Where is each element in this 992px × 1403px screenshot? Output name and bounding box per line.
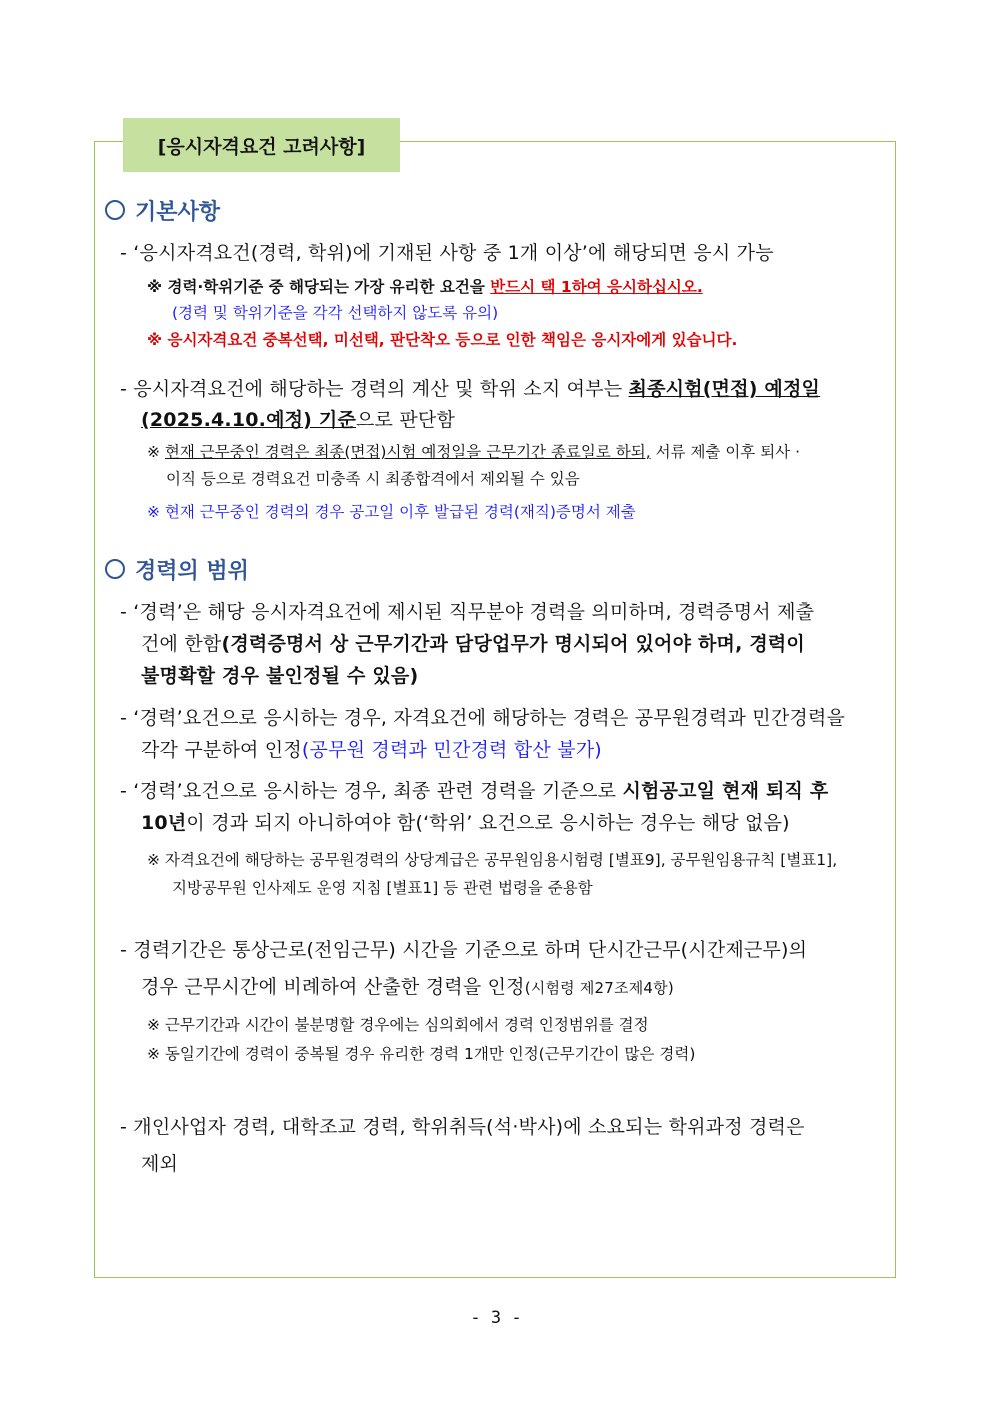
- bullet-line-cont: 경우 근무시간에 비례하여 산출한 경력을 인정(시험령 제27조제4항): [141, 976, 674, 998]
- note-line: ※ 자격요건에 해당하는 공무원경력의 상당계급은 공무원임용시험령 [별표9], 공무원임용규칙 [별표1],: [147, 851, 838, 869]
- emphasis-text: 시험공고일 현재 퇴직 후: [622, 780, 829, 802]
- warning-note: ※ 응시자격요건 중복선택, 미선택, 판단착오 등으로 인한 책임은 응시자에게 있습니다.: [147, 331, 738, 349]
- underlined-text: 현재 근무중인 경력은 최종(면접)시험 예정일을 근무기간 종료일로 하되,: [164, 443, 651, 461]
- emphasis-text: (공무원 경력과 민간경력 합산 불가): [301, 739, 602, 761]
- heading-text: 기본사항: [135, 200, 221, 225]
- note-line: ※ 현재 근무중인 경력은 최종(면접)시험 예정일을 근무기간 종료일로 하되, 서류 제출 이후 퇴사 ·: [147, 443, 801, 461]
- circle-bullet-icon: [105, 559, 125, 579]
- bullet-line: - ‘경력’요건으로 응시하는 경우, 자격요건에 해당하는 경력은 공무원경력과 민간경력을: [120, 707, 846, 729]
- heading-text: 경력의 범위: [135, 559, 249, 584]
- bullet-line: - ‘경력’은 해당 응시자격요건에 제시된 직무분야 경력을 의미하며, 경력증명서 제출: [120, 601, 815, 623]
- bullet-line-cont: 각각 구분하여 인정(공무원 경력과 민간경력 합산 불가): [141, 739, 602, 761]
- note-line: ※ 근무기간과 시간이 불분명할 경우에는 심의회에서 경력 인정범위를 결정: [147, 1016, 649, 1034]
- reference-text: (시험령 제27조제4항): [524, 979, 674, 997]
- bullet-line: - 개인사업자 경력, 대학조교 경력, 학위취득(석·박사)에 소요되는 학위과정 경력은: [120, 1116, 805, 1138]
- emphasis-text: 반드시 택 1하여 응시하십시오.: [490, 278, 703, 296]
- emphasis-text: 최종시험(면접) 예정일: [628, 378, 821, 400]
- note-line: (경력 및 학위기준을 각각 선택하지 않도록 유의): [172, 304, 499, 322]
- bullet-line: - ‘경력’요건으로 응시하는 경우, 최종 관련 경력을 기준으로 시험공고일 현재 퇴직 후: [120, 780, 829, 802]
- bullet-line: - 응시자격요건에 해당하는 경력의 계산 및 학위 소지 여부는 최종시험(면접) 예정일: [120, 378, 821, 400]
- heading-career-scope: [105, 554, 249, 585]
- note-line: ※ 경력·학위기준 중 해당되는 가장 유리한 요건을 반드시 택 1하여 응시하십시오.: [147, 278, 703, 296]
- bullet-line: - ‘응시자격요건(경력, 학위)에 기재된 사항 중 1개 이상’에 해당되면 응시 가능: [120, 242, 774, 264]
- note-line: 지방공무원 인사제도 운영 지침 [별표1] 등 관련 법령을 준용함: [172, 879, 593, 897]
- bullet-line-cont: 10년이 경과 되지 아니하여야 함(‘학위’ 요건으로 응시하는 경우는 해당 없음): [141, 812, 790, 834]
- note-line: 이직 등으로 경력요건 미충족 시 최종합격에서 제외될 수 있음: [166, 470, 580, 488]
- note-line: ※ 동일기간에 경력이 중복될 경우 유리한 경력 1개만 인정(근무기간이 많은 경력): [147, 1045, 696, 1063]
- emphasis-text: 10년: [141, 812, 187, 834]
- emphasis-text: (경력증명서 상 근무기간과 담당업무가 명시되어 있어야 하며, 경력이: [221, 633, 805, 655]
- heading-basics: [105, 195, 220, 226]
- emphasis-text: (2025.4.10.예정) 기준: [141, 409, 356, 431]
- bullet-line-cont: 건에 한함(경력증명서 상 근무기간과 담당업무가 명시되어 있어야 하며, 경력이: [141, 633, 805, 655]
- page-number: - 3 -: [470, 1308, 522, 1328]
- circle-bullet-icon: [105, 200, 125, 220]
- section-tag: [응시자격요건 고려사항]: [123, 118, 400, 172]
- note-line: ※ 현재 근무중인 경력의 경우 공고일 이후 발급된 경력(재직)증명서 제출: [147, 503, 636, 521]
- bullet-line-cont: 제외: [141, 1153, 179, 1175]
- bullet-line: - 경력기간은 통상근로(전임근무) 시간을 기준으로 하며 단시간근무(시간제근무)의: [120, 939, 808, 961]
- bullet-line-cont: 불명확할 경우 불인정될 수 있음): [141, 665, 419, 687]
- bullet-line-cont: (2025.4.10.예정) 기준으로 판단함: [141, 409, 456, 431]
